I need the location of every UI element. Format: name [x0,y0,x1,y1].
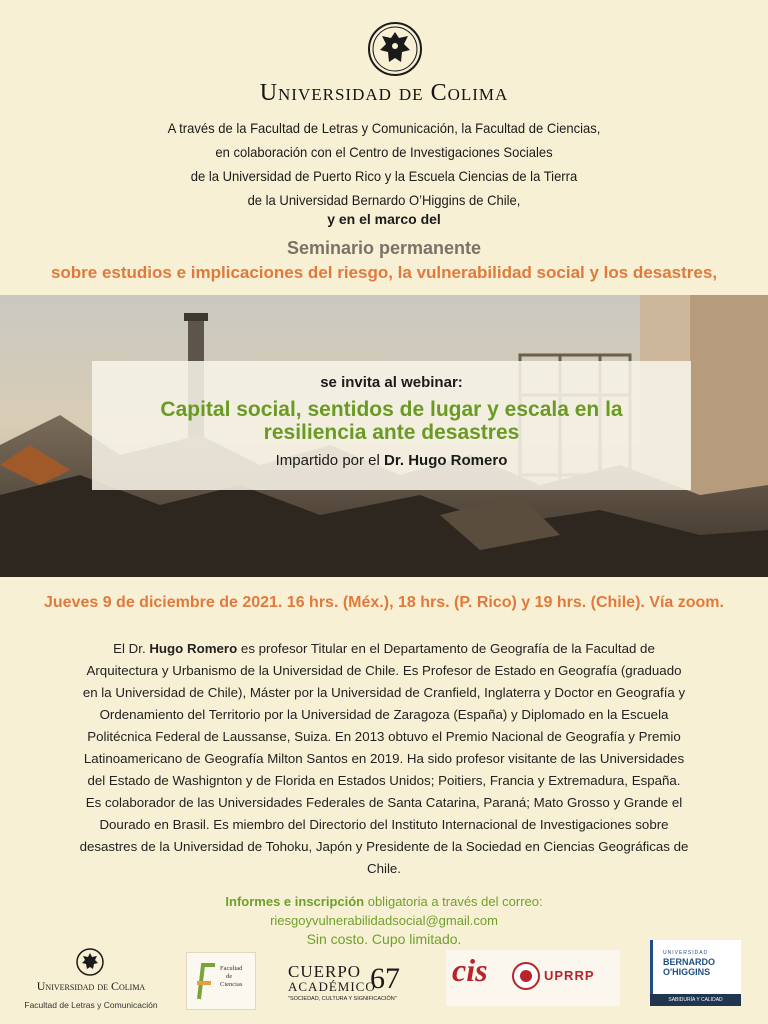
ca-motto: "SOCIEDAD, CULTURA Y SIGNIFICACIÓN" [288,996,397,1002]
facultad-ciencias-logo [186,952,256,1010]
info-line [0,892,768,911]
fc-text-line: Ciencias [220,981,243,988]
colima-logo [24,948,164,1018]
cis-text: cis [452,952,488,988]
bio-name: Hugo Romero [149,641,238,656]
webinar-title-line: Capital social, sentidos de lugar y escala en la [160,398,623,421]
fc-text [220,965,242,989]
webinar-title-line: resiliencia ante desastres [263,421,520,444]
marco-text: y en el marco del [327,211,441,227]
bio-prefix: El Dr. [113,641,150,656]
ubo-bottom: SABIDURÍA Y CALIDAD [650,994,741,1006]
invite-text: se invita al webinar: [320,374,463,391]
info-lead: Informes e inscripción [225,894,365,909]
upr-text: UPRRP [544,968,595,983]
intro-line: en colaboración con el Centro de Investigaciones Sociales [215,144,553,160]
ca-number: 67 [370,962,400,995]
seminar-title: Seminario permanente [286,238,482,258]
speaker-line [92,452,691,469]
logo-strip [0,940,768,1024]
speaker-bio [78,638,690,880]
fc-text-line: de [226,973,233,980]
ubo-mid1: BERNARDO [663,957,716,967]
cuerpo-academico-logo [284,962,414,1008]
university-seal-icon [368,22,422,76]
colima-seal-icon [76,948,104,976]
intro-text [27,116,741,212]
contact-email[interactable]: riesgoyvulnerabilidadsocial@gmail.com [270,913,498,928]
webinar-title [92,398,691,444]
upr-seal-icon [512,962,540,990]
ca-line2: ACADÉMICO [288,979,376,994]
colima-logo-sub: Facultad de Letras y Comunicación [24,1000,158,1010]
colima-logo-name: Universidad de Colima [36,979,146,993]
fc-text-line: Facultad [220,965,243,972]
ca-line1: CUERPO [288,962,362,981]
cost-note: Sin costo. Cupo limitado. [306,931,462,947]
intro-line: de la Universidad Bernardo O’Higgins de Chile, [247,192,521,208]
fc-mark-icon [193,961,219,1001]
seminar-subtitle: sobre estudios e implicaciones del riesgo, la vulnerabilidad social y los desastres, [50,263,718,282]
ubo-top: UNIVERSIDAD [663,950,709,956]
speaker-name: Dr. Hugo Romero [384,452,508,469]
ubo-mid2: O'HIGGINS [663,967,711,977]
webinar-card [92,361,691,490]
cis-uprrp-logo [446,950,620,1006]
speaker-prefix: Impartido por el [275,452,385,469]
bio-text: es profesor Titular en el Departamento de Geografía de la Facultad de Arquitectura y Urbanismo de la Universidad de Chile. Es Profesor de Estado en Geografía (graduado en la Universidad de Chile), Máster por la Universidad de Cranfield, Inglaterra y Doctor en Geografía y Ordenamiento del Territorio por la Universidad de Zaragoza (España) y Diplomado en la Escuela Politécnica Federal de Laussanse, Suiza. En 2013 obtuvo el Premio Nacional de Geografía y Premio Latinoamericano de Geografía Milton Santos en 2019. Ha sido profesor visitante de las Universidades del Estado de Washignton y de Florida en Estados Unidos; Poitiers, Francia y Extremadura, España. Es colaborador de las Universidades Federales de Santa Catarina, Paraná; Mato Grosso y Grande el Dourado en Brasil. Es miembro del Directorio del Instituto Internacional de Investigaciones sobre desastres de la Universidad de Tohoku, Japón y Presidente de la Sociedad en Ciencias Geográficas de Chile. [79,641,689,876]
intro-line: A través de la Facultad de Letras y Comunicación, la Facultad de Ciencias, [167,120,601,136]
intro-line: de la Universidad de Puerto Rico y la Escuela Ciencias de la Tierra [190,168,578,184]
event-date: Jueves 9 de diciembre de 2021. 16 hrs. (Méx.), 18 hrs. (P. Rico) y 19 hrs. (Chile). Vía zoom. [44,594,724,611]
info-rest: obligatoria a través del correo: [364,894,543,909]
university-name: Universidad de Colima [259,80,509,106]
